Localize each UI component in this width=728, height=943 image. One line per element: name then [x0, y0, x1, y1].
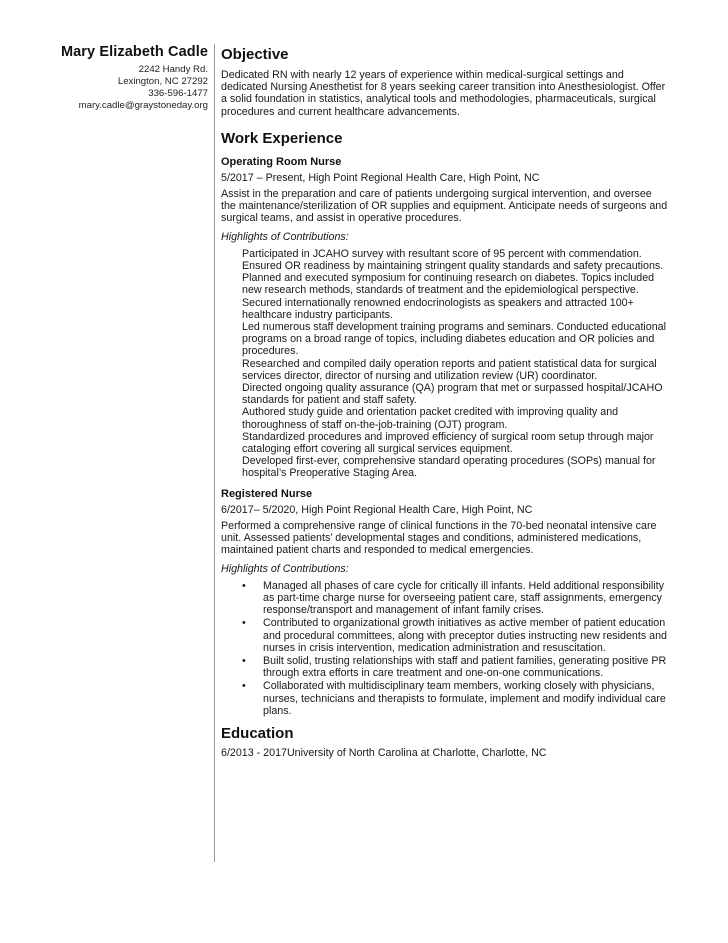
email-address: mary.cadle@graystoneday.org: [78, 100, 208, 111]
list-item: Planned and executed symposium for continuing research on diabetes. Topics included new research methods, standards of treatment and the epidemiological perspective. Secured internationally renowned endocrinologists as speakers and attracted 100+ healthcare industry participants.: [242, 272, 655, 321]
list-item: Standardized procedures and improved efficiency of surgical room setup through major cataloging effort covering all surgical services equipment.: [242, 430, 654, 456]
bullet-icon: •: [242, 654, 246, 667]
job-registered-nurse: [221, 488, 669, 717]
bullet-icon: •: [242, 617, 246, 630]
work-experience-section: [221, 130, 669, 717]
job-description: Assist in the preparation and care of patients undergoing surgical intervention, and oversee the maintenance/sterilization of OR supplies and equipment. Anticipate needs of surgeons and surgical teams, and assist in operative procedures.: [221, 188, 668, 225]
contact-sidebar: [20, 44, 208, 112]
candidate-name: Mary Elizabeth Cadle: [60, 44, 208, 60]
education-heading: Education: [221, 724, 294, 742]
list-item: Led numerous staff development training programs and seminars. Conducted educational programs on a broad range of topics, including diabetes education and OR policies and procedures.: [242, 321, 666, 358]
highlights-list: [221, 248, 669, 480]
job-title: Operating Room Nurse: [221, 155, 342, 168]
list-item: Authored study guide and orientation packet credited with improving quality and thoroughness of staff on-the-job-training (OJT) program.: [242, 406, 619, 431]
job-description: Performed a comprehensive range of clinical functions in the 70-bed neonatal intensive care unit. Assessed patients’ developmental stages and conditions, administered medications, maintained patient charts and responded to medical emergencies.: [221, 519, 657, 557]
job-dates-employer: 5/2017 – Present, High Point Regional Health Care, High Point, NC: [221, 171, 540, 184]
objective-section: [221, 46, 669, 118]
job-title: Registered Nurse: [221, 487, 313, 500]
work-experience-heading: Work Experience: [221, 129, 343, 147]
job-operating-room-nurse: [221, 156, 669, 480]
list-item: Researched and compiled daily operation reports and patient statistical data for surgical services director, director of nursing and utilization review (UR) coordinator.: [242, 357, 657, 382]
list-item-text: Collaborated with multidisciplinary team members, working closely with physicians, nurses, technicians and therapists to formulate, implement and modify individual care plans.: [263, 680, 666, 717]
job-dates-employer: 6/2017– 5/2020, High Point Regional Health Care, High Point, NC: [221, 503, 533, 516]
list-item: [242, 617, 669, 654]
education-section: [221, 725, 669, 759]
objective-heading: Objective: [221, 46, 289, 63]
list-item-text: Managed all phases of care cycle for critically ill infants. Held additional responsibility as part-time charge nurse for overseeing patient care, staff assignments, emergency response/transport and management of infant family crises.: [263, 579, 664, 617]
address-line-2: Lexington, NC 27292: [117, 76, 208, 87]
bullet-icon: •: [242, 680, 246, 693]
vertical-divider: [214, 44, 215, 862]
list-item: [242, 654, 669, 680]
highlights-list: [221, 580, 669, 717]
list-item: [242, 579, 669, 617]
resume-body: [221, 46, 669, 759]
bullet-icon: •: [242, 579, 246, 592]
list-item-text: Built solid, trusting relationships with staff and patient families, generating positive PR through extra efforts in care treatment and one-on-one communications.: [263, 654, 667, 680]
list-item: Ensured OR readiness by maintaining stringent quality standards and safety precautions.: [242, 260, 664, 273]
list-item: Participated in JCAHO survey with resultant score of 95 percent with commendation.: [242, 247, 642, 260]
highlights-label: Highlights of Contributions:: [221, 230, 349, 243]
objective-text: Dedicated RN with nearly 12 years of experience within medical-surgical settings and dedicated Nursing Anesthetist for 8 years seeking career transition into Anesthesiologist. Offer a solid foundation in statistics, analytical tools and methodologies, pharmaceuticals, surgical procedures and current healthcare advancements.: [221, 69, 666, 118]
phone-number: 336-596-1477: [148, 88, 208, 99]
education-entry: 6/2013 - 2017University of North Carolina at Charlotte, Charlotte, NC: [221, 746, 547, 759]
address-line-1: 2242 Handy Rd.: [138, 64, 208, 75]
list-item: Directed ongoing quality assurance (QA) program that met or surpassed hospital/JCAHO standards for patient and staff safety.: [242, 382, 663, 407]
list-item: [242, 680, 669, 717]
highlights-label: Highlights of Contributions:: [221, 562, 349, 575]
list-item: Developed first-ever, comprehensive standard operating procedures (SOPs) manual for hospital’s Preoperative Staging Area.: [242, 455, 656, 480]
list-item-text: Contributed to organizational growth initiatives as active member of patient education and procedural committees, along with preceptor duties instructing new residents and nurses in crisis intervention, medication administration and resuscitation.: [263, 617, 667, 654]
